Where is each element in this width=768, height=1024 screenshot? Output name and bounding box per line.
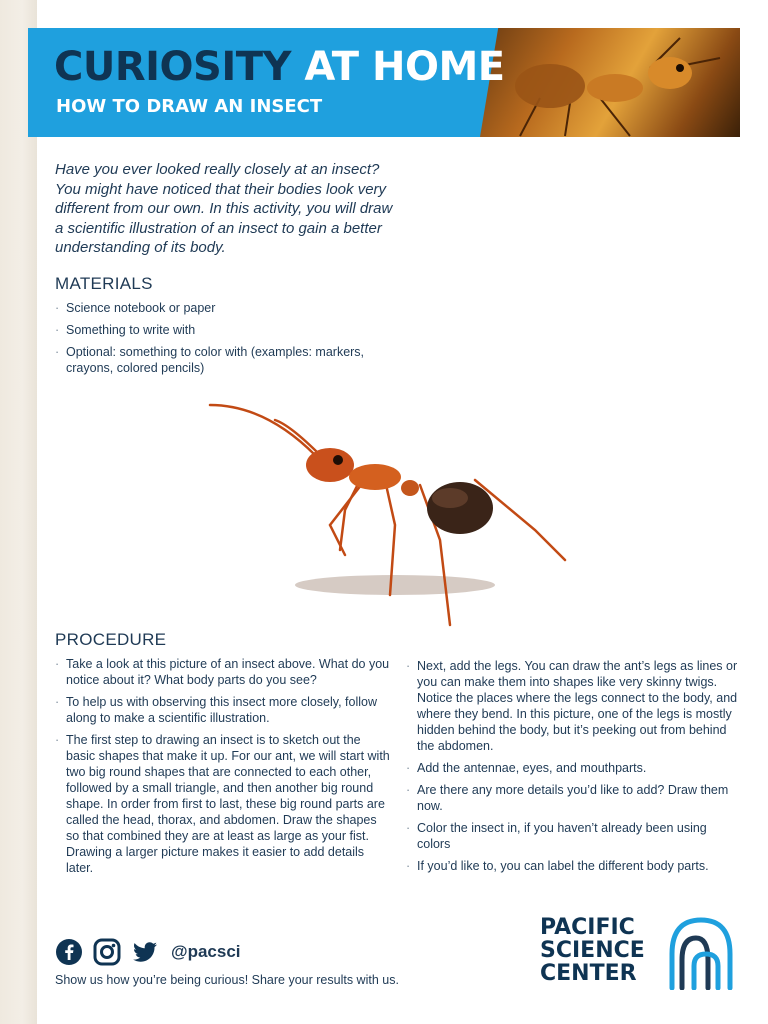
list-item: · Take a look at this picture of an insect above. What do you notice about it? What body parts do you see? <box>55 656 390 688</box>
header-banner <box>28 28 740 137</box>
intro-paragraph: Have you ever looked really closely at an insect? You might have noticed that their bodies look very different from our own. In this activity, you will draw a scientific illustration of an insect to gain a better understanding of its body. <box>55 161 393 256</box>
list-item: · Add the antennae, eyes, and mouthparts. <box>406 760 741 776</box>
social-handle[interactable]: @pacsci <box>171 942 241 961</box>
ant-shadow <box>295 575 495 595</box>
paper-texture-margin <box>0 0 37 1024</box>
list-item: · Optional: something to color with (examples: markers, crayons, colored pencils) <box>55 344 385 376</box>
footer-note: Show us how you’re being curious! Share your results with us. <box>55 973 399 987</box>
materials-heading: MATERIALS <box>55 274 153 293</box>
banner-ant-photo <box>480 28 740 137</box>
logo-line-1: PACIFIC <box>540 915 635 940</box>
title-curiosity: CURIOSITY <box>54 44 291 90</box>
list-item: · If you’d like to, you can label the different body parts. <box>406 858 741 874</box>
ant-photo <box>195 380 615 630</box>
list-item: · Color the insect in, if you haven’t already been using colors <box>406 820 741 852</box>
ant-head <box>306 448 354 482</box>
list-item: · The first step to drawing an insect is to sketch out the basic shapes that make it up. For our ant, we will start with two big round shapes that are connected to each other, followed by a small triangle, and then another big round shape. In order from first to last, these big round parts are called the head, thorax, and abdomen. Draw the shapes so that combined they are at least as large as your fist. Drawing a larger picture makes it easier to add details later. <box>55 732 390 876</box>
instagram-icon[interactable] <box>93 938 121 966</box>
psc-logo-text <box>540 916 645 985</box>
list-item: · To help us with observing this insect more closely, follow along to make a scientific illustration. <box>55 694 390 726</box>
page-title <box>54 44 505 90</box>
procedure-list-left <box>55 656 390 882</box>
procedure-list-right <box>406 658 741 880</box>
ant-petiole <box>401 480 419 496</box>
list-item: · Science notebook or paper <box>55 300 385 316</box>
banner-ant-illustration <box>480 28 740 137</box>
social-links <box>55 938 241 966</box>
twitter-icon[interactable] <box>131 938 159 966</box>
logo-line-2: SCIENCE <box>540 938 645 963</box>
ant-antenna <box>210 405 315 455</box>
list-item: · Are there any more details you’d like to add? Draw them now. <box>406 782 741 814</box>
ant-eye <box>333 455 343 465</box>
psc-arches-logo <box>668 914 734 990</box>
procedure-heading: PROCEDURE <box>55 630 167 649</box>
materials-list <box>55 300 385 382</box>
list-item: · Something to write with <box>55 322 385 338</box>
title-at-home: AT HOME <box>304 44 505 90</box>
list-item: · Next, add the legs. You can draw the ant’s legs as lines or you can make them into shapes like very skinny twigs. Notice the places where the legs connect to the body, and where they bend. In this picture, one of the legs is mostly hidden behind the body, but it’s peeking out from behind the abdomen. <box>406 658 741 754</box>
page-subtitle: HOW TO DRAW AN INSECT <box>56 96 323 117</box>
logo-line-3: CENTER <box>540 961 637 986</box>
ant-thorax <box>349 464 401 490</box>
facebook-icon[interactable] <box>55 938 83 966</box>
